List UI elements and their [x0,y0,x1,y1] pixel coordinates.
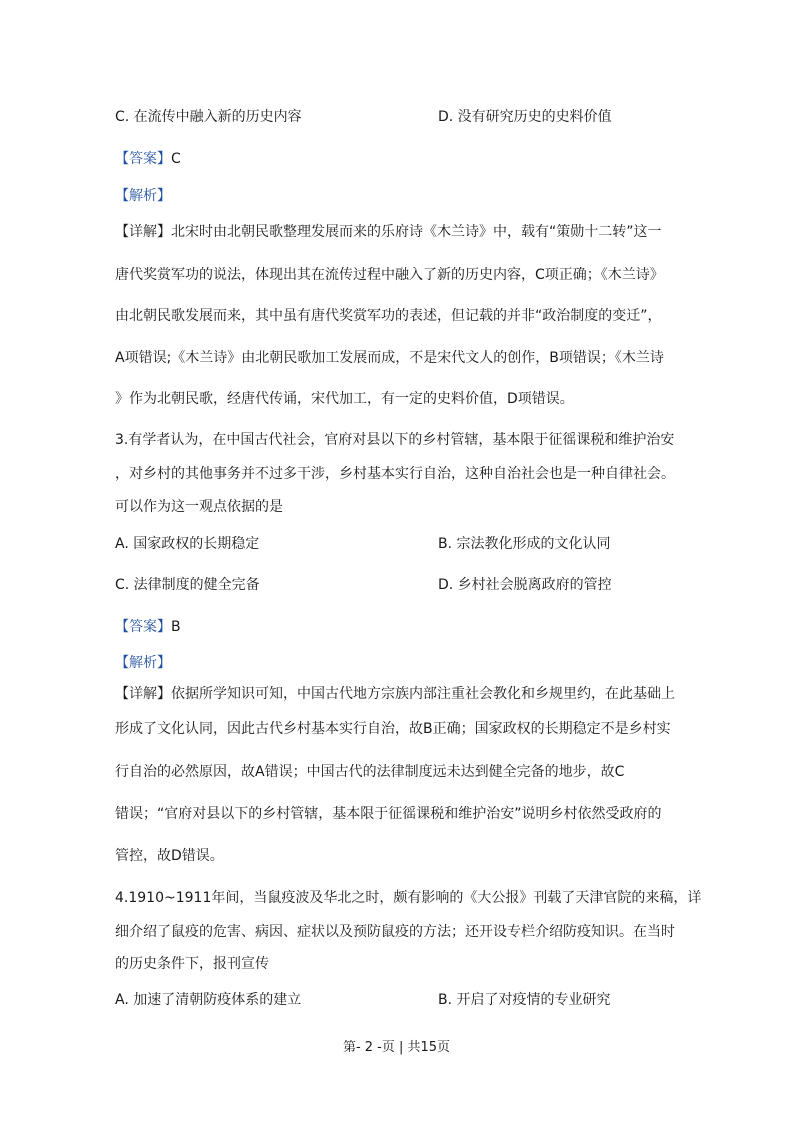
q3-detail-line: 形成了文化认同，因此古代乡村基本实行自治，故B正确；国家政权的长期稳定不是乡村实 [115,721,671,737]
q2-detail-line: 由北朝民歌发展而来，其中虽有唐代奖赏军功的表述，但记载的并非“政治制度的变迁”， [115,308,662,324]
q3-detail-line [115,685,675,703]
q4-option-a: A. 加速了清朝防疫体系的建立 [115,992,302,1008]
q2-detail-line: A项错误;《木兰诗》由北朝民歌加工发展而成，不是宋代文人的创作，B项错误；《木兰诗 [115,350,664,366]
q2-answer [115,150,181,168]
answer-tag: 【答案】 [115,151,171,167]
q2-option-c: C. 在流传中融入新的历史内容 [115,109,302,125]
q3-stem-line: 3.有学者认为，在中国古代社会，官府对县以下的乡村管辖，基本限于征徭课税和维护治安 [115,432,675,448]
answer-tag: 【答案】 [115,619,171,635]
detail-text: 依据所学知识可知，中国古代地方宗族内部注重社会教化和乡规里约，在此基础上 [171,686,675,702]
q2-option-d: D. 没有研究历史的史料价值 [438,109,612,125]
detail-text: 北宋时由北朝民歌整理发展而来的乐府诗《木兰诗》中，载有“策勋十二转”这一 [171,224,662,240]
q3-detail-line: 行自治的必然原因，故A错误；中国古代的法律制度远未达到健全完备的地步，故C [115,764,625,780]
q4-option-b: B. 开启了对疫情的专业研究 [438,992,611,1008]
answer-value: B [171,619,181,635]
q2-detail-line: 》作为北朝民歌，经唐代传诵，宋代加工，有一定的史料价值，D项错误。 [115,391,574,407]
q3-option-a: A. 国家政权的长期稳定 [115,536,260,552]
detail-tag: 【详解】 [115,686,171,702]
answer-value: C [171,151,181,167]
q3-stem-line: 可以作为这一观点依据的是 [115,499,283,515]
q3-detail-line: 管控，故D错误。 [115,848,224,864]
q2-detail-line [115,223,662,241]
page-footer: 第- 2 -页 | 共15页 [342,1040,451,1055]
q2-detail-line: 唐代奖赏军功的说法，体现出其在流传过程中融入了新的历史内容，C项正确；《木兰诗》 [115,267,664,283]
q3-option-b: B. 宗法教化形成的文化认同 [438,536,611,552]
q3-option-c: C. 法律制度的健全完备 [115,577,260,593]
q3-stem-line: ，对乡村的其他事务并不过多干涉，乡村基本实行自治，这种自治社会也是一种自律社会。 [115,466,675,482]
q4-stem-line: 4.1910~1911年间，当鼠疫波及华北之时，颇有影响的《大公报》刊载了天津官院的来稿，详 [115,890,702,906]
detail-tag: 【详解】 [115,224,171,240]
q3-answer [115,618,181,636]
q3-option-d: D. 乡村社会脱离政府的管控 [438,577,612,593]
q3-analysis-tag: 【解析】 [115,655,171,671]
q2-analysis-tag: 【解析】 [115,188,171,204]
q4-stem-line: 细介绍了鼠疫的危害、病因、症状以及预防鼠疫的方法；还开设专栏介绍防疫知识。在当时 [115,924,675,940]
q3-detail-line: 错误；“官府对县以下的乡村管辖，基本限于征徭课税和维护治安”说明乡村依然受政府的 [115,806,662,822]
q4-stem-line: 的历史条件下，报刊宣传 [115,956,269,972]
